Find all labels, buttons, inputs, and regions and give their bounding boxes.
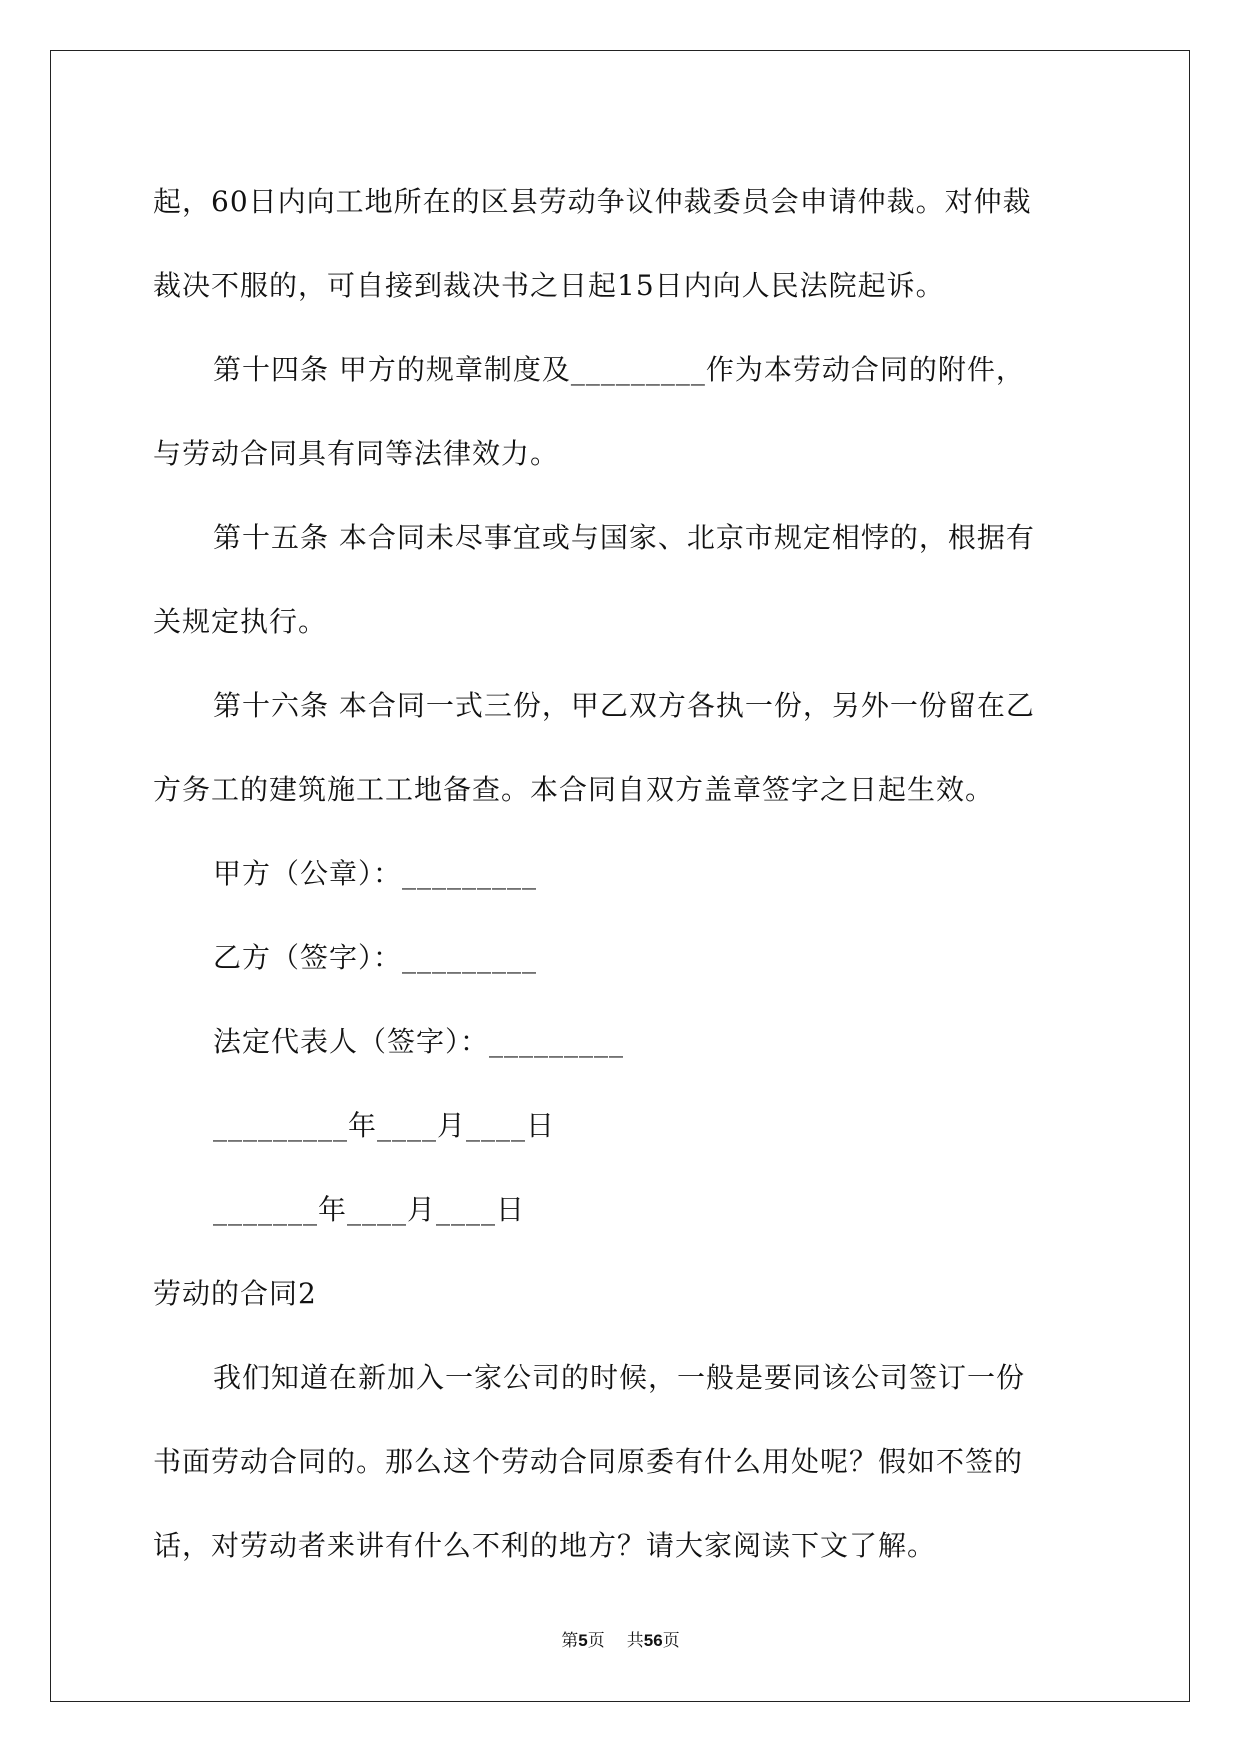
- paragraph-line: 关规定执行。: [153, 605, 328, 638]
- paragraph-line: 起，60日内向工地所在的区县劳动争议仲裁委员会申请仲裁。对仲裁: [153, 185, 1032, 218]
- page-number: 5: [578, 1631, 588, 1650]
- date-line: _________年____月____日: [213, 1109, 556, 1142]
- legal-representative-signature-line: 法定代表人（签字）：_________: [213, 1025, 625, 1058]
- page-suffix: 页: [587, 1631, 605, 1651]
- document-body: [153, 160, 1088, 1588]
- paragraph-line: 我们知道在新加入一家公司的时候，一般是要同该公司签订一份: [213, 1361, 1026, 1394]
- page-prefix: 第: [561, 1631, 579, 1651]
- paragraph-line: 方务工的建筑施工工地备查。本合同自双方盖章签字之日起生效。: [153, 773, 995, 806]
- date-line: _______年____月____日: [213, 1193, 526, 1226]
- paragraph-line: 话，对劳动者来讲有什么不利的地方？请大家阅读下文了解。: [153, 1529, 937, 1562]
- article-14-line: 第十四条 甲方的规章制度及_________作为本劳动合同的附件，: [213, 353, 1025, 386]
- article-16-line: 第十六条 本合同一式三份，甲乙双方各执一份，另外一份留在乙: [213, 689, 1035, 722]
- paragraph-line: 裁决不服的，可自接到裁决书之日起15日内向人民法院起诉。: [153, 269, 945, 302]
- paragraph-line: 与劳动合同具有同等法律效力。: [153, 437, 560, 470]
- party-b-signature-line: 乙方（签字）：_________: [213, 941, 538, 974]
- total-suffix: 页: [662, 1631, 680, 1651]
- paragraph-line: 书面劳动合同的。那么这个劳动合同原委有什么用处呢？假如不签的: [153, 1445, 1024, 1478]
- article-15-line: 第十五条 本合同未尽事宜或与国家、北京市规定相悖的，根据有: [213, 521, 1035, 554]
- party-a-signature-line: 甲方（公章）：_________: [213, 857, 538, 890]
- total-pages: 56: [643, 1631, 663, 1650]
- total-prefix: 共: [626, 1631, 644, 1651]
- section-heading: 劳动的合同2: [153, 1277, 317, 1310]
- page-footer: [0, 1626, 1241, 1651]
